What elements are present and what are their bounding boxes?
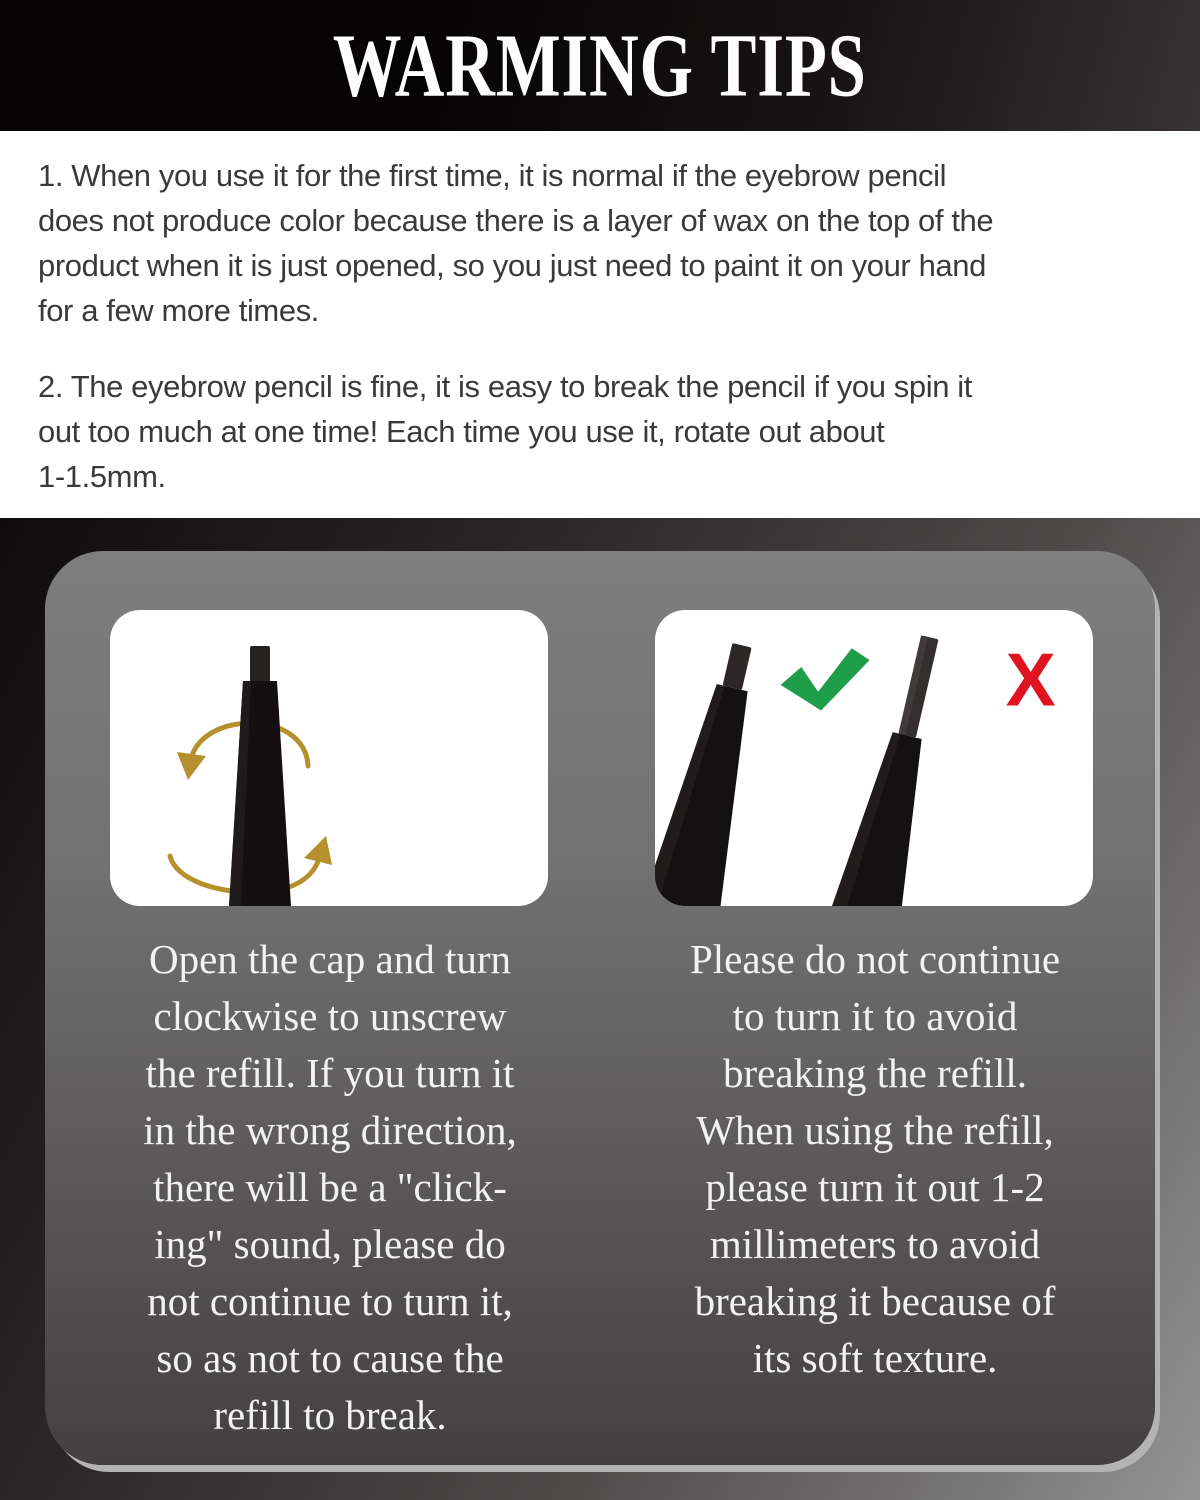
correct-pencil-graphic xyxy=(655,636,782,906)
tips-section xyxy=(0,131,1200,518)
refill-comparison-illustration xyxy=(655,610,1093,906)
tip-1-text: 1. When you use it for the first time, it is normal if the eyebrow pencil does not produce color because there is a layer of wax on the top of the product when it is just opened, so you just need to paint it on your hand for a few more times. xyxy=(38,158,994,328)
guide-card xyxy=(45,551,1155,1465)
cross-icon: X xyxy=(1005,637,1056,722)
guide-section xyxy=(0,518,1200,1500)
refill-length-photo xyxy=(655,610,1093,906)
tip-2-text: 2. The eyebrow pencil is fine, it is easy to break the pencil if you spin it out too much at one time! Each time you use it, rotate out about 1-1.5mm. xyxy=(38,369,972,494)
page-title: WARMING TIPS xyxy=(333,14,867,116)
title-banner xyxy=(0,0,1200,131)
pencil-tip-graphic xyxy=(229,646,291,906)
right-caption: Please do not continue to turn it to avoid breaking the refill. When using the refill, please turn it out 1-2 millimeters to avoid breaking it because of its soft texture. xyxy=(689,936,1061,1381)
rotate-pencil-photo xyxy=(110,610,548,906)
pencil-rotation-illustration xyxy=(110,610,548,906)
check-icon xyxy=(781,648,870,710)
left-caption: Open the cap and turn clockwise to unscrew the refill. If you turn it in the wrong direction, there will be a "click- ing" sound, please do not continue to turn it, so as not to cause the refill to break. xyxy=(143,936,517,1438)
